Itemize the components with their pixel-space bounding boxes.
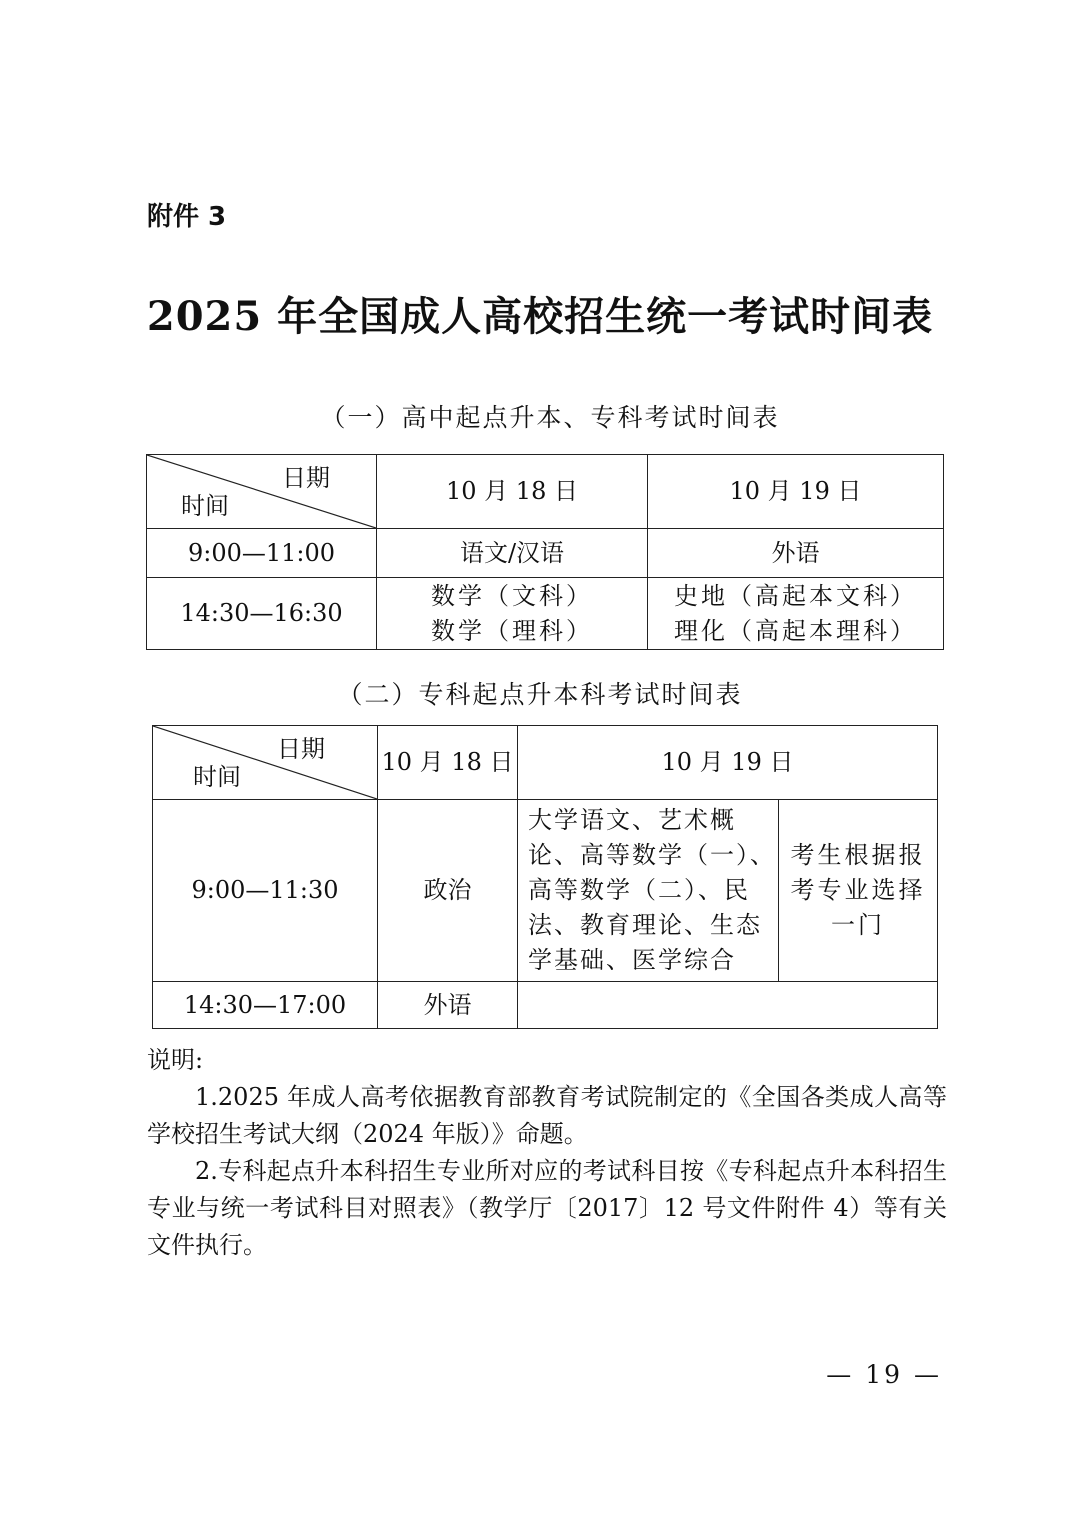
corner-time-label: 时间 (193, 763, 241, 791)
note-item-2: 2.专科起点升本科招生专业所对应的考试科目按《专科起点升本科招生专业与统一考试科目对照表》（教学厅〔2017〕12 号文件附件 4）等有关文件执行。 (147, 1157, 947, 1259)
notes-section (147, 1042, 947, 1264)
page-title: 2025 年全国成人高校招生统一考试时间表 (146, 293, 934, 340)
table2-corner-cell (153, 726, 378, 800)
subject-line: 理化（高起本理科） (674, 616, 917, 645)
schedule-table-2 (152, 725, 938, 1029)
table2-row2-day2 (518, 982, 938, 1029)
table1-row1-day1: 语文/汉语 (377, 529, 648, 578)
subject-line: 数学（理科） (431, 616, 593, 645)
table1-day2-header: 10 月 19 日 (648, 455, 944, 529)
table1-row2-time: 14:30—16:30 (147, 578, 377, 650)
table2-subtitle: （二）专科起点升本科考试时间表 (337, 680, 743, 709)
table2-row2-day1: 外语 (378, 982, 518, 1029)
note-item-1: 1.2025 年成人高考依据教育部教育考试院制定的《全国各类成人高等学校招生考试大纲（2024 年版）》命题。 (147, 1083, 947, 1148)
table2-row2-time: 14:30—17:00 (153, 982, 378, 1029)
subject-line: 数学（文科） (431, 581, 593, 610)
subject-line: 法、教育理论、生态 (528, 911, 762, 939)
table2-row1-time: 9:00—11:30 (153, 800, 378, 982)
subject-line: 大学语文、艺术概 (528, 806, 736, 834)
corner-date-label: 日期 (282, 464, 330, 492)
note-line: 考专业选择 (790, 876, 926, 904)
table2-row1-day1: 政治 (378, 800, 518, 982)
table1-row2-day2 (648, 578, 944, 650)
page-number: — 19 — (826, 1360, 942, 1389)
notes-heading: 说明: (147, 1046, 204, 1074)
table1-subtitle: （一）高中起点升本、专科考试时间表 (320, 403, 780, 432)
table1-row1-time: 9:00—11:00 (147, 529, 377, 578)
subject-line: 论、高等数学（一）、 (528, 841, 776, 869)
subject-line: 史地（高起本文科） (674, 581, 917, 610)
subject-line: 高等数学（二）、民 (528, 876, 750, 904)
note-line: 一门 (831, 911, 885, 939)
corner-date-label: 日期 (277, 735, 325, 763)
table2-day1-header: 10 月 18 日 (378, 726, 518, 800)
table1-day1-header: 10 月 18 日 (377, 455, 648, 529)
note-line: 考生根据报 (790, 841, 926, 869)
table1-corner-cell (147, 455, 377, 529)
schedule-table-1 (146, 454, 944, 650)
table2-row1-subjects (518, 800, 779, 982)
table2-day2-header: 10 月 19 日 (518, 726, 938, 800)
table2-row1-note (779, 800, 938, 982)
attachment-label: 附件 3 (147, 202, 227, 232)
table1-row2-day1 (377, 578, 648, 650)
table1-row1-day2: 外语 (648, 529, 944, 578)
corner-time-label: 时间 (181, 492, 229, 520)
subject-line: 学基础、医学综合 (528, 946, 736, 974)
diagonal-divider (153, 726, 377, 799)
